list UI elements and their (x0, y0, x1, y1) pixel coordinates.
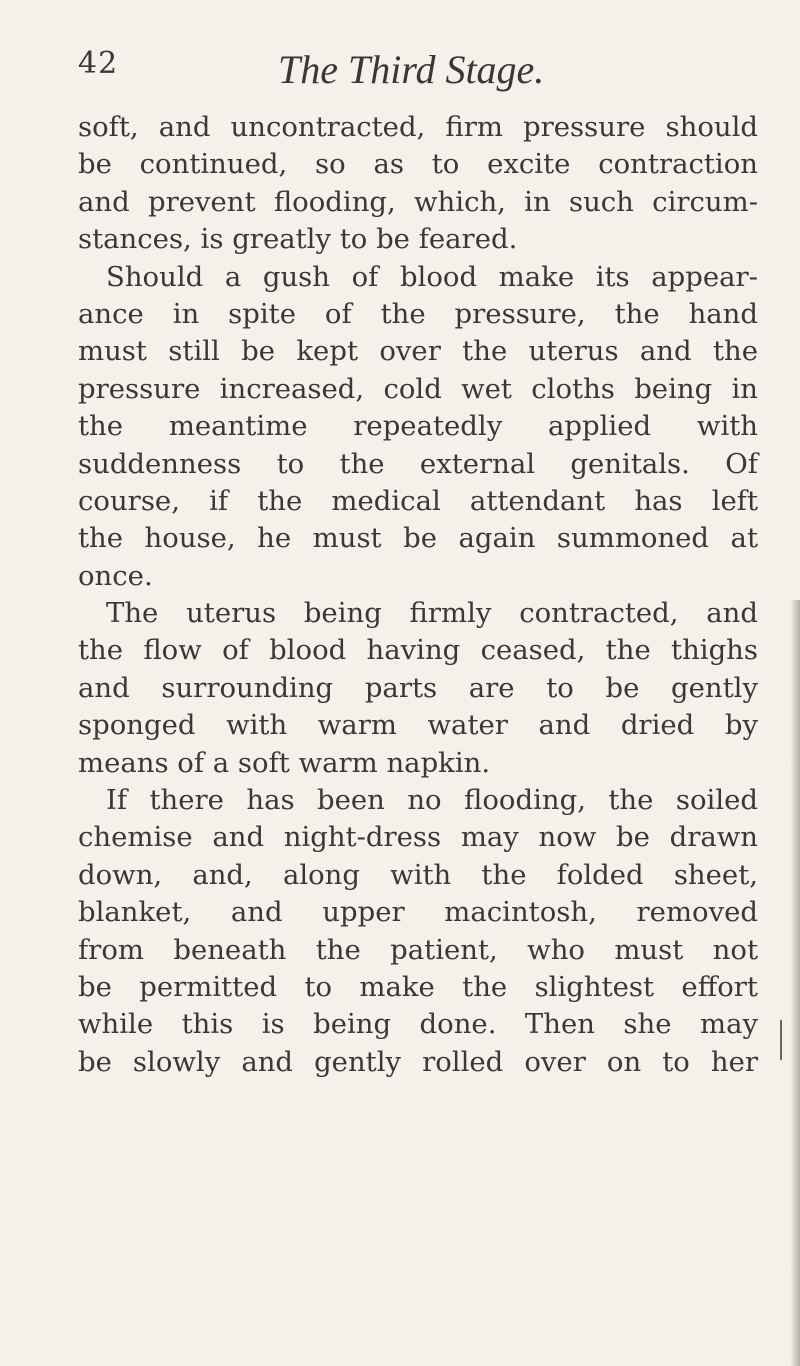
text-line: be permitted to make the slightest effort (78, 970, 758, 1003)
running-title: The Third Stage. (278, 47, 545, 92)
page-edge-shadow (790, 600, 800, 1366)
text-line: pressure increased, cold wet cloths being in (78, 372, 758, 405)
text-line: chemise and night-dress may now be drawn (78, 821, 758, 854)
text-line: Should a gush of blood make its appear- (106, 260, 758, 293)
body-text (78, 109, 758, 1081)
text-line: the meantime repeatedly applied with (78, 410, 758, 443)
text-line: be slowly and gently rolled over on to her (78, 1045, 758, 1078)
page-edge-mark (780, 1020, 782, 1060)
text-line: be continued, so as to excite contraction (78, 148, 758, 181)
text-line: means of a soft warm napkin. (78, 746, 491, 779)
text-line: suddenness to the external genitals. Of (78, 447, 758, 480)
text-line: The uterus being firmly contracted, and (106, 597, 758, 630)
text-line: once. (78, 559, 153, 592)
text-line: the flow of blood having ceased, the thighs (78, 634, 758, 667)
page-number: 42 (78, 46, 119, 81)
text-line: from beneath the patient, who must not (78, 933, 758, 966)
text-line: and surrounding parts are to be gently (78, 671, 758, 704)
text-line: ance in spite of the pressure, the hand (78, 297, 758, 330)
text-line: and prevent flooding, which, in such circum- (78, 185, 758, 218)
text-line: course, if the medical attendant has left (78, 484, 758, 517)
text-line: down, and, along with the folded sheet, (78, 858, 758, 891)
text-line: If there has been no flooding, the soiled (106, 784, 758, 817)
text-line: while this is being done. Then she may (78, 1008, 758, 1041)
text-line: blanket, and upper macintosh, removed (78, 896, 758, 929)
text-line: must still be kept over the uterus and the (78, 335, 758, 368)
text-line: the house, he must be again summoned at (78, 522, 758, 555)
page-header (78, 46, 760, 102)
text-line: soft, and uncontracted, firm pressure should (78, 111, 758, 143)
text-line: sponged with warm water and dried by (78, 709, 758, 742)
text-line: stances, is greatly to be feared. (78, 223, 518, 256)
